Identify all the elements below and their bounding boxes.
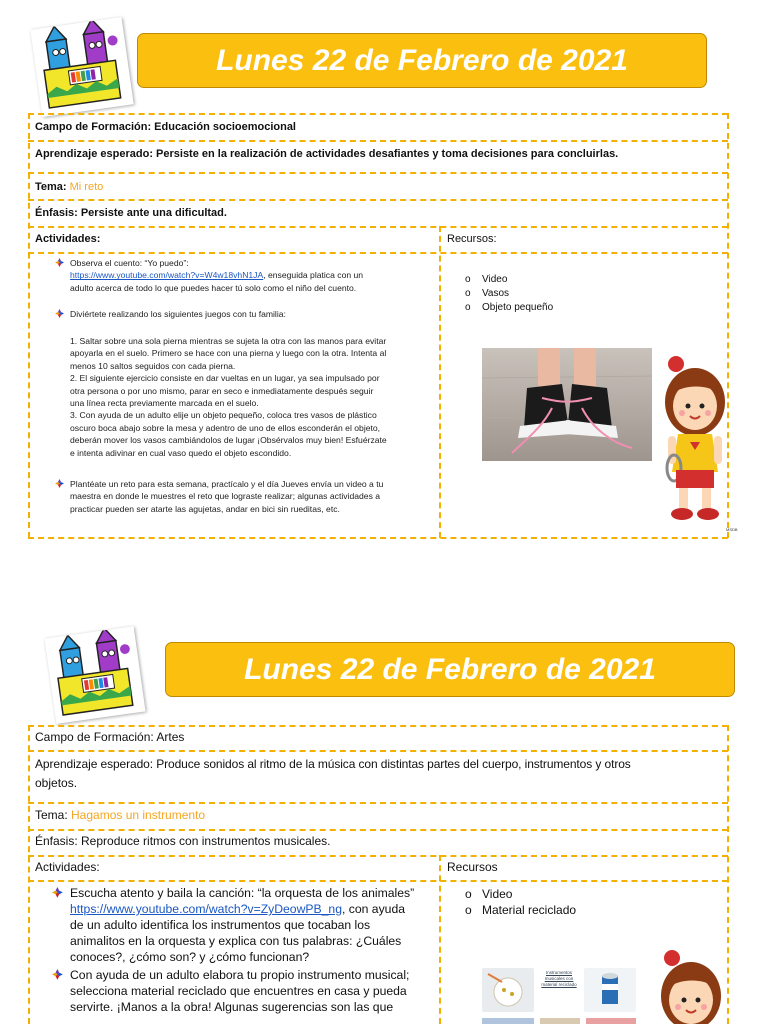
tema bbox=[35, 180, 103, 194]
game-line: 1. Saltar sobre una sola pierna mientras se sujeta la otra con las manos para evitar bbox=[70, 336, 387, 346]
instrument-photo bbox=[540, 1018, 580, 1024]
instrument-photo bbox=[586, 1018, 636, 1024]
game-line: apoyarla en el suelo. Primero se hace con una pierna y luego con la otra. Intenta al bbox=[70, 348, 387, 359]
signature: MSDB bbox=[726, 527, 738, 532]
activity-1-link[interactable]: https://www.youtube.com/watch?v=ZyDeowPB_ng bbox=[70, 902, 342, 916]
actividades-header: Actividades: bbox=[35, 860, 100, 874]
recurso-item: o Objeto pequeño bbox=[465, 302, 554, 313]
aprendizaje-esperado: Aprendizaje esperado: Persiste en la realización de actividades desafiantes y toma decisiones para concluirlas. bbox=[35, 148, 619, 160]
game-line: deberán mover los vasos cambiándolos de lugar ¡Obsérvalos muy bien! Esfuérzate bbox=[70, 435, 387, 446]
campo-formacion: Campo de Formación: Educación socioemocional bbox=[35, 121, 296, 133]
tema-value: Hagamos un instrumento bbox=[71, 808, 206, 822]
actividades-header: Actividades: bbox=[35, 233, 101, 245]
recurso-item: o Material reciclado bbox=[465, 903, 577, 917]
enfasis: Énfasis: Persiste ante una dificultad. bbox=[35, 207, 227, 219]
activity-2: Con ayuda de un adulto elabora tu propio instrumento musical; selecciona material reciclado que encuentres en casa y pueda servirte. ¡Manos a la obra! Algunas sugerencias son las que bbox=[70, 968, 410, 1014]
activity-2: Diviértete realizando los siguientes juegos con tu familia: bbox=[70, 309, 286, 319]
game-line: menos 10 saltos seguidos con cada pierna. bbox=[70, 360, 236, 371]
games-list bbox=[70, 335, 435, 459]
bullet-icon bbox=[52, 969, 63, 980]
game-line: 2. El siguiente ejercicio consiste en dar vueltas en un lugar, ya sea impulsado por bbox=[70, 373, 380, 384]
tema-label: Tema: bbox=[35, 808, 72, 822]
activity-3: Plantéate un reto para esta semana, practícalo y el día Jueves envía un video a tu maestra en donde le muestres el reto que lograste realizar; algunas actividades a practicar pueden ser atarte las agujetas, andar en bici sin rueditas, etc. bbox=[70, 479, 384, 514]
game-line: otra persona o por uno mismo, parar en seco e inmediatamente después seguir bbox=[70, 385, 374, 396]
bullet-icon bbox=[55, 479, 64, 488]
girl-illustration bbox=[660, 350, 740, 528]
recurso-item: o Video bbox=[465, 274, 508, 285]
activity-1-link[interactable]: https://www.youtube.com/watch?v=W4w18vhN1JA bbox=[70, 270, 264, 281]
instrument-photo bbox=[482, 968, 534, 1012]
tema bbox=[35, 806, 205, 825]
campo-formacion: Campo de Formación: Artes bbox=[35, 730, 185, 744]
instrument-caption: Instrumentos musicales con material reciclado bbox=[541, 970, 577, 987]
instrument-photo bbox=[482, 1018, 534, 1024]
recurso-item: o Vasos bbox=[465, 288, 510, 299]
game-line: una línea recta previamente marcada en el suelo. bbox=[70, 398, 259, 409]
bullet-icon bbox=[52, 887, 63, 898]
tema-label: Tema: bbox=[35, 181, 70, 193]
page-title: Lunes 22 de Febrero de 2021 bbox=[137, 33, 707, 88]
bullet-icon bbox=[55, 309, 64, 318]
girl-illustration bbox=[656, 944, 736, 1024]
game-line: e intenta adivinar en cual vaso quedo el objeto escondido. bbox=[70, 447, 292, 458]
instrument-photo bbox=[584, 968, 636, 1012]
tema-value: Mi reto bbox=[69, 181, 104, 193]
crayon-logo bbox=[30, 17, 133, 117]
game-line: oscuro boca abajo sobre la mesa y adentro de uno de ellos esconderán el objeto, bbox=[70, 422, 381, 433]
shoes-photo bbox=[482, 348, 652, 461]
activity-1: Observa el cuento: “Yo puedo”: https://www.youtube.com/watch?v=W4w18vhN1JA, enseguida platica con un adulto acerca de todo lo que puedes hacer tú solo como el niño del cuento. bbox=[70, 258, 364, 293]
game-line: 3. Con ayuda de un adulto elije un objeto pequeño, coloca tres vasos de plástico bbox=[70, 410, 377, 421]
enfasis: Énfasis: Reproduce ritmos con instrumentos musicales. bbox=[35, 834, 331, 848]
aprendizaje-esperado: Aprendizaje esperado: Produce sonidos al ritmo de la música con distintas partes del cuerpo, instrumentos y otros objetos. bbox=[35, 757, 631, 790]
recursos-header: Recursos: bbox=[447, 233, 497, 245]
activity-1: Escucha atento y baila la canción: “la orquesta de los animales” https://www.youtube.com/watch?v=ZyDeowPB_ng, con ayuda de un adulto identifica los instrumentos que tocaban los animalitos en la orquesta y explica con tus palabras: ¿Cuáles conoces?, ¿cómo son? y ¿cómo funcionan? bbox=[70, 886, 415, 964]
recurso-item: o Video bbox=[465, 887, 513, 901]
crayon-logo bbox=[44, 626, 145, 724]
page-title: Lunes 22 de Febrero de 2021 bbox=[165, 642, 735, 697]
recursos-list bbox=[465, 273, 553, 315]
recursos-list bbox=[465, 886, 576, 918]
recursos-header: Recursos bbox=[447, 860, 498, 874]
bullet-icon bbox=[55, 258, 64, 267]
